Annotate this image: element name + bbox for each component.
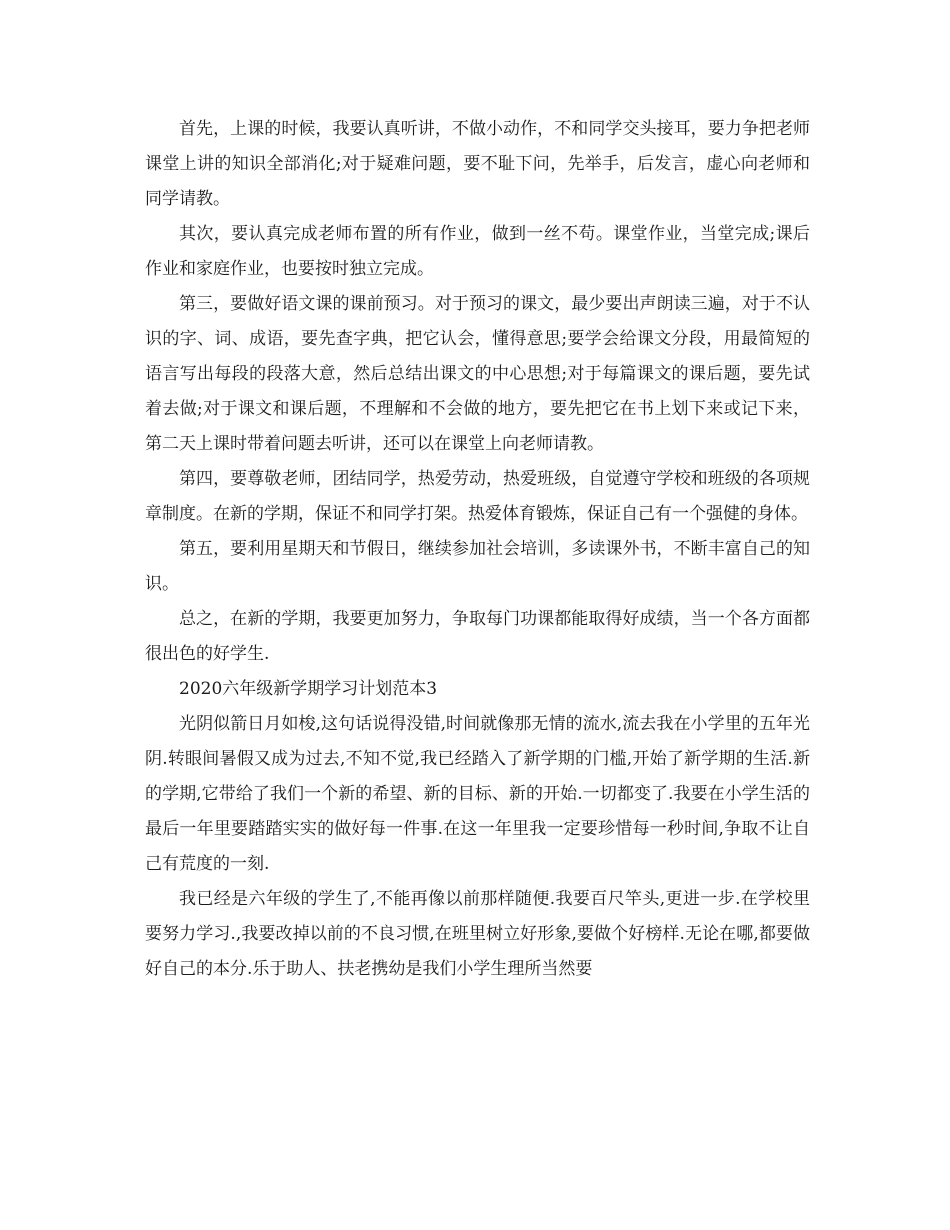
paragraph-second: 其次，要认真完成老师布置的所有作业，做到一丝不苟。课堂作业，当堂完成;课后作业和家庭作业，也要按时独立完成。: [145, 224, 810, 279]
paragraph-fourth: 第四，要尊敬老师，团结同学，热爱劳动，热爱班级，自觉遵守学校和班级的各项规章制度。在新的学期，保证不和同学打架。热爱体育锻炼，保证自己有一个强健的身体。: [145, 469, 810, 524]
paragraph-intro: 光阴似箭日月如梭,这句话说得没错,时间就像那无情的流水,流去我在小学里的五年光阴.转眼间暑假又成为过去,不知不觉,我已经踏入了新学期的门槛,开始了新学期的生活.新的学期,它带给了我们一个新的希望、新的目标、新的开始.一切都变了.我要在小学生活的最后一年里要踏踏实实的做好每一件事.在这一年里我一定要珍惜每一秒时间,争取不让自己有荒度的一刻.: [145, 714, 810, 874]
document-body: [145, 112, 810, 987]
section-heading: 2020六年级新学期学习计划范本3: [179, 679, 438, 699]
paragraph-fifth: 第五，要利用星期天和节假日，继续参加社会培训，多读课外书，不断丰富自己的知识。: [145, 539, 810, 594]
paragraph-sixth-grade: 我已经是六年级的学生了,不能再像以前那样随便.我要百尺竿头,更进一步.在学校里要努力学习.,我要改掉以前的不良习惯,在班里树立好形象,要做个好榜样.无论在哪,都要做好自己的本分.乐于助人、扶老携幼是我们小学生理所当然要: [145, 889, 810, 979]
paragraph-conclusion: 总之，在新的学期，我要更加努力，争取每门功课都能取得好成绩，当一个各方面都很出色的好学生.: [145, 609, 810, 664]
paragraph-third: 第三，要做好语文课的课前预习。对于预习的课文，最少要出声朗读三遍，对于不认识的字、词、成语，要先查字典，把它认会，懂得意思;要学会给课文分段，用最简短的语言写出每段的段落大意，然后总结出课文的中心思想;对于每篇课文的课后题，要先试着去做;对于课文和课后题，不理解和不会做的地方，要先把它在书上划下来或记下来，第二天上课时带着问题去听讲，还可以在课堂上向老师请教。: [145, 294, 810, 454]
paragraph-first: 首先，上课的时候，我要认真听讲，不做小动作，不和同学交头接耳，要力争把老师课堂上讲的知识全部消化;对于疑难问题，要不耻下问，先举手，后发言，虚心向老师和同学请教。: [145, 119, 810, 209]
